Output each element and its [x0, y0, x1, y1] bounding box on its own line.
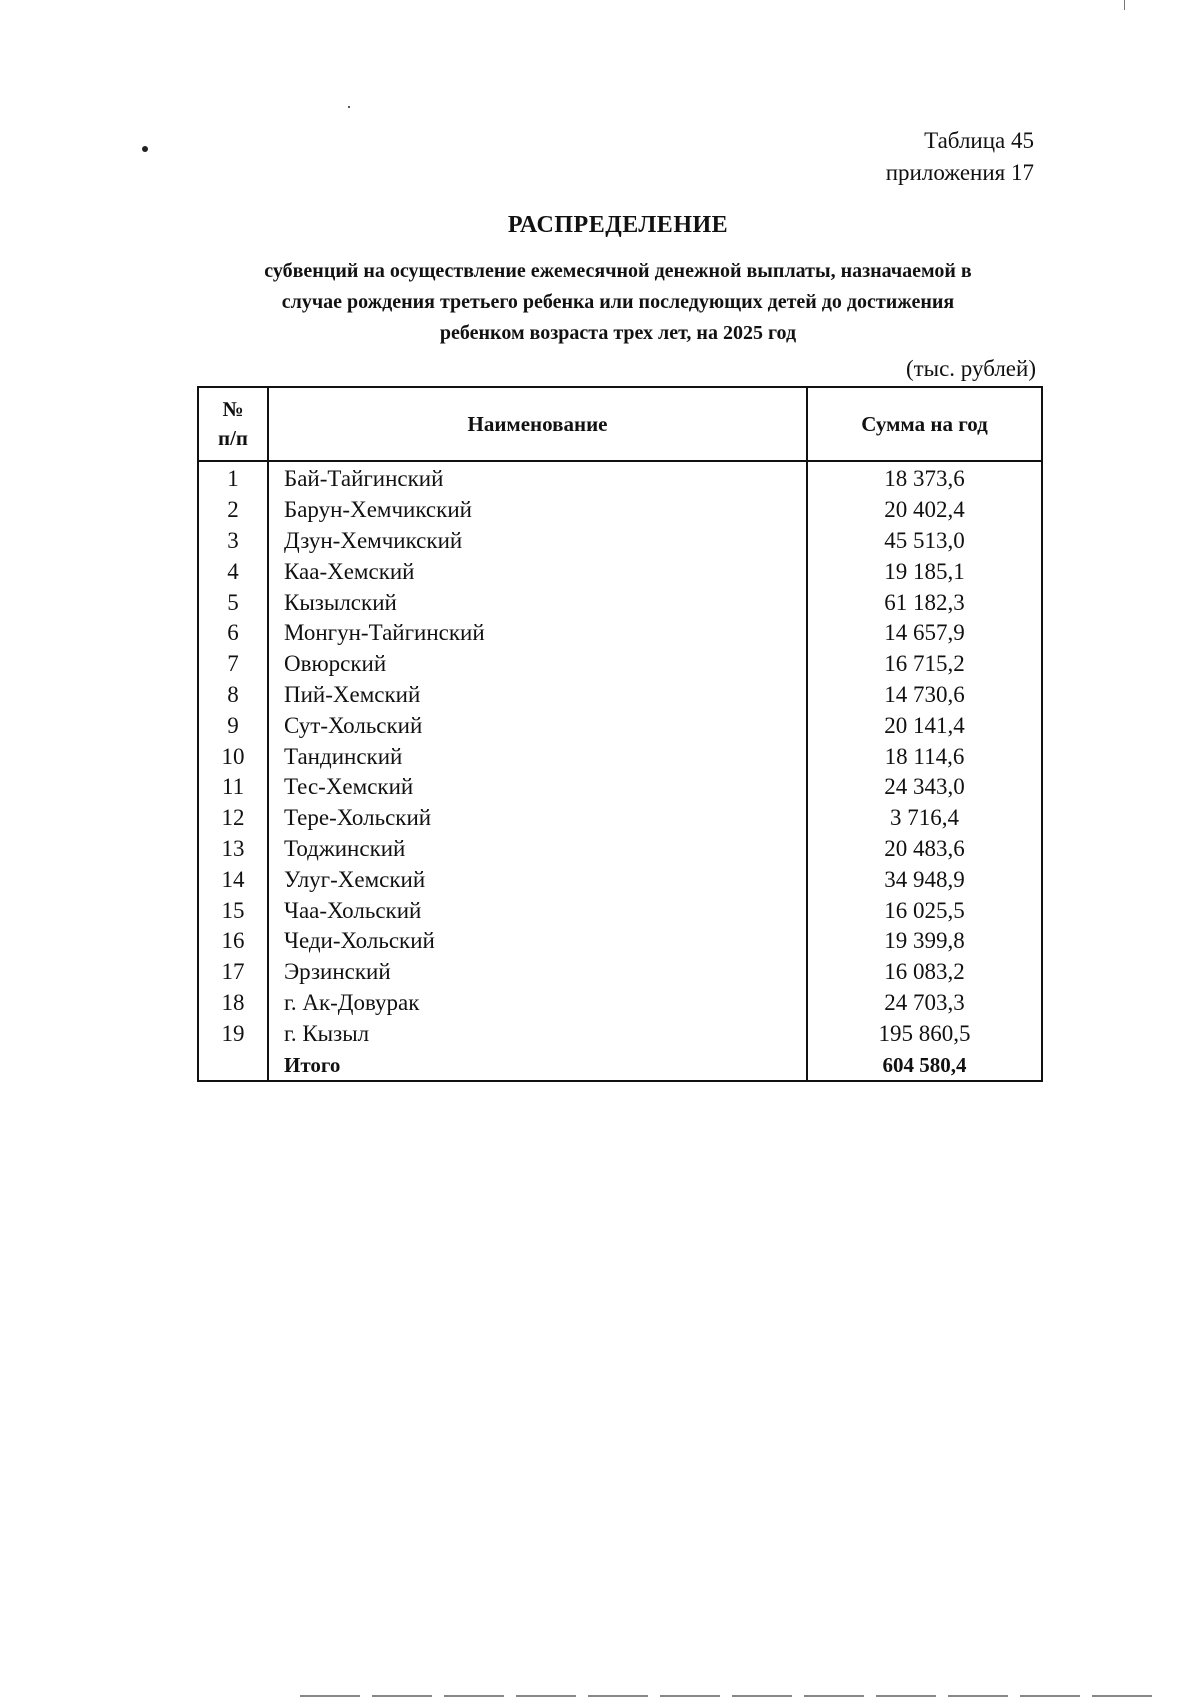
row-sum: 16 025,5: [807, 895, 1042, 926]
row-sum: 24 343,0: [807, 772, 1042, 803]
table-number: Таблица 45: [924, 128, 1034, 153]
table-row: [198, 803, 1042, 834]
row-name: г. Ак-Довурак: [268, 988, 807, 1019]
row-sum: 34 948,9: [807, 864, 1042, 895]
scan-speck: [142, 146, 148, 152]
row-number: 17: [198, 957, 268, 988]
row-number: 11: [198, 772, 268, 803]
row-name: Каа-Хемский: [268, 556, 807, 587]
table-row: [198, 680, 1042, 711]
row-sum: 24 703,3: [807, 988, 1042, 1019]
table-row: [198, 1018, 1042, 1049]
row-name: Дзун-Хемчикский: [268, 526, 807, 557]
column-header-number-symbol: №: [222, 397, 244, 421]
table-row: [198, 895, 1042, 926]
row-number: 7: [198, 649, 268, 680]
table-row: [198, 587, 1042, 618]
table-row: [198, 618, 1042, 649]
row-name: Улуг-Хемский: [268, 864, 807, 895]
units-label: (тыс. рублей): [905, 356, 1036, 381]
row-number: 9: [198, 710, 268, 741]
table-row: [198, 926, 1042, 957]
row-number: 14: [198, 864, 268, 895]
row-sum: 45 513,0: [807, 526, 1042, 557]
table-row: [198, 526, 1042, 557]
table-row: [198, 556, 1042, 587]
row-sum: 16 083,2: [807, 957, 1042, 988]
table-row: [198, 957, 1042, 988]
row-sum: 61 182,3: [807, 587, 1042, 618]
row-name: Пий-Хемский: [268, 680, 807, 711]
row-name: г. Кызыл: [268, 1018, 807, 1049]
page-bottom-rule: [300, 1695, 1160, 1697]
row-number: 4: [198, 556, 268, 587]
row-sum: 18 373,6: [807, 461, 1042, 495]
table-row: [198, 461, 1042, 495]
row-sum: 16 715,2: [807, 649, 1042, 680]
row-sum: 195 860,5: [807, 1018, 1042, 1049]
row-number: 16: [198, 926, 268, 957]
row-number: 3: [198, 526, 268, 557]
row-name: Овюрский: [268, 649, 807, 680]
table-row: [198, 864, 1042, 895]
table-row: [198, 988, 1042, 1019]
row-name: Барун-Хемчикский: [268, 495, 807, 526]
row-number: 19: [198, 1018, 268, 1049]
row-name: Кызылский: [268, 587, 807, 618]
row-name: Сут-Хольский: [268, 710, 807, 741]
row-sum: 14 657,9: [807, 618, 1042, 649]
scan-mark: [1124, 0, 1125, 10]
row-number: 13: [198, 834, 268, 865]
row-sum: 19 185,1: [807, 556, 1042, 587]
document-title: РАСПРЕДЕЛЕНИЕ: [507, 212, 729, 238]
total-sum: 604 580,4: [807, 1049, 1042, 1081]
table-row: [198, 834, 1042, 865]
row-sum: 20 141,4: [807, 710, 1042, 741]
row-name: Бай-Тайгинский: [268, 461, 807, 495]
table-row: [198, 495, 1042, 526]
appendix-number: приложения 17: [885, 160, 1034, 185]
row-sum: 20 402,4: [807, 495, 1042, 526]
subtitle-line: субвенций на осуществление ежемесячной денежной выплаты, назначаемой в: [264, 260, 972, 282]
column-header-number: [198, 387, 268, 461]
row-number: 8: [198, 680, 268, 711]
column-header-number-abbrev: п/п: [217, 426, 249, 450]
row-sum: 18 114,6: [807, 741, 1042, 772]
subtitle-line: ребенком возраста трех лет, на 2025 год: [439, 322, 797, 344]
column-header-name: Наименование: [268, 387, 807, 461]
column-header-sum: Сумма на год: [807, 387, 1042, 461]
scan-speck: [348, 106, 350, 108]
row-sum: 20 483,6: [807, 834, 1042, 865]
subtitle-line: случае рождения третьего ребенка или последующих детей до достижения: [281, 291, 955, 313]
row-name: Тандинский: [268, 741, 807, 772]
total-label: Итого: [268, 1049, 807, 1081]
row-number: 18: [198, 988, 268, 1019]
table-row: [198, 741, 1042, 772]
row-name: Тоджинский: [268, 834, 807, 865]
total-number: [198, 1049, 268, 1081]
row-number: 1: [198, 461, 268, 495]
row-sum: 3 716,4: [807, 803, 1042, 834]
row-name: Чаа-Хольский: [268, 895, 807, 926]
row-name: Тес-Хемский: [268, 772, 807, 803]
row-name: Тере-Хольский: [268, 803, 807, 834]
row-sum: 19 399,8: [807, 926, 1042, 957]
row-number: 12: [198, 803, 268, 834]
row-sum: 14 730,6: [807, 680, 1042, 711]
row-number: 15: [198, 895, 268, 926]
table-total-row: [198, 1049, 1042, 1081]
row-name: Эрзинский: [268, 957, 807, 988]
distribution-table: [197, 386, 1043, 1082]
row-number: 5: [198, 587, 268, 618]
table-row: [198, 649, 1042, 680]
row-number: 2: [198, 495, 268, 526]
row-number: 6: [198, 618, 268, 649]
row-name: Чеди-Хольский: [268, 926, 807, 957]
table-reference: [886, 125, 1034, 189]
table-row: [198, 710, 1042, 741]
table-row: [198, 772, 1042, 803]
table-header-row: [198, 387, 1042, 461]
row-number: 10: [198, 741, 268, 772]
row-name: Монгун-Тайгинский: [268, 618, 807, 649]
table-body: [198, 461, 1042, 1081]
document-subtitle: [210, 256, 1026, 349]
